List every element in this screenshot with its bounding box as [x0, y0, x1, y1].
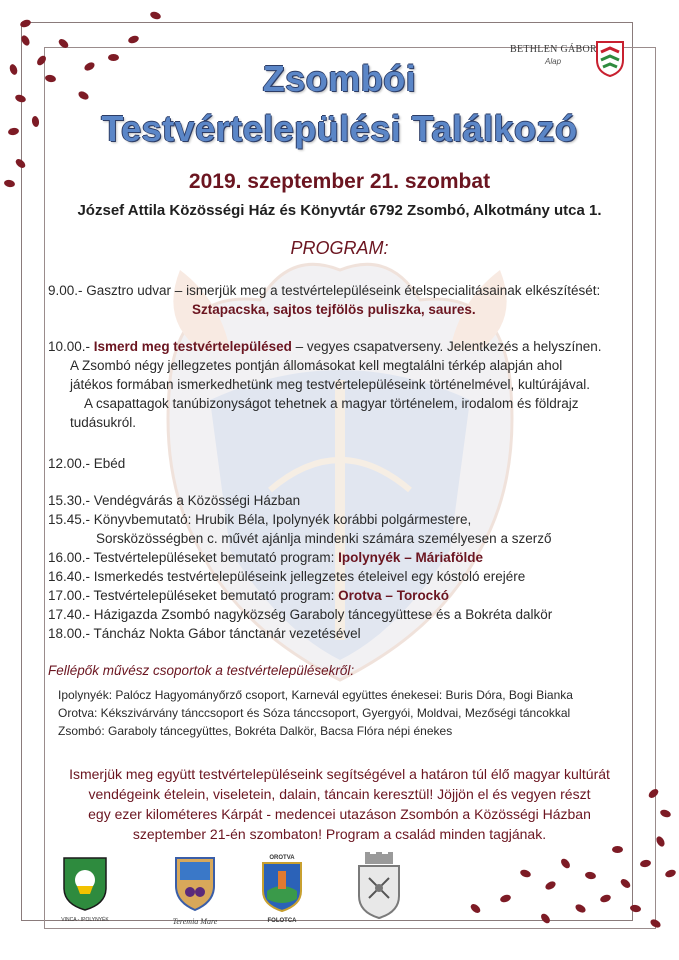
crest-teremia-label: Teremia Mare: [172, 917, 218, 926]
crest-zsombo: [355, 852, 403, 922]
crest-ipolynyek-label: VINCA - IPOLYNYÉK: [61, 917, 109, 923]
crest-ipolynyek: [60, 856, 110, 923]
closing-line3: egy ezer kilométeres Kárpát - medencei utazáson Zsombón a Közösségi Házban: [88, 806, 591, 822]
performers-orotva: Orotva: Kékszivárvány tánccsoport és Sóza tánccsoport, Gyergyói, Moldvai, Mezőségi táncokkal: [58, 706, 571, 720]
event-date: 2019. szeptember 21. szombat: [188, 170, 491, 193]
program-item-competition: 10.00.- Ismerd meg testvértelepülésed – vegyes csapatverseny. Jelentkezés a helyszínen.: [48, 339, 602, 354]
program-item-gasztro: 9.00.- Gasztro udvar – ismerjük meg a testvértelepüléseink ételspecialitásainak elkészítését:: [48, 283, 601, 298]
program-item-ipolynyek: 16.00.- Testvértelepüléseket bemutató program: Ipolynyék – Máriafölde: [48, 550, 483, 565]
teremia-crest-icon: [160, 856, 230, 912]
program-item-lunch: 12.00.- Ebéd: [48, 456, 126, 471]
crest-orotva: [257, 855, 307, 925]
logo-name: BETHLEN GÁBOR: [510, 44, 597, 55]
program-item-book: 15.45.- Könyvbemutató: Hrubik Béla, Ipolynyék korábbi polgármestere,: [48, 512, 472, 527]
page-title-line2: Testvértelepülési Találkozó: [101, 108, 578, 149]
program-heading: PROGRAM:: [290, 238, 389, 258]
crest-orotva-top-label: OROTVA: [269, 855, 295, 861]
program-item-dancehouse: 18.00.- Táncház Nokta Gábor tánctanár vezetésével: [48, 626, 361, 641]
program-item-book-line2: Sorsközösségben c. művét ajánlja mindenki számára személyesen a szerző: [96, 531, 552, 546]
program-item-competition-line5: tudásukról.: [70, 415, 137, 430]
page-title-line1: Zsombói: [262, 58, 417, 99]
program-item-tasting: 16.40.- Ismerkedés testvértelepüléseink jellegzetes ételeivel egy kóstoló erejére: [48, 569, 526, 584]
program-item-welcome: 15.30.- Vendégvárás a Közösségi Házban: [48, 493, 301, 508]
performers-ipolynyek: Ipolynyék: Palócz Hagyományőrző csoport, Karnevál együttes énekesei: Buris Dóra, Bogi Bianka: [58, 688, 573, 702]
crest-orotva-bottom-label: FOLOTCA: [267, 918, 297, 924]
program-item-competition-line2: A Zsombó négy jellegzetes pontján állomásokat kell megtalálni térkép alapján ahol: [70, 358, 563, 373]
event-venue: József Attila Közösségi Ház és Könyvtár 6792 Zsombó, Alkotmány utca 1.: [77, 202, 602, 219]
program-item-host: 17.40.- Házigazda Zsombó nagyközség Garaboly táncegyüttese és a Bokréta dalkör: [48, 607, 553, 622]
closing-line1: Ismerjük meg együtt testvértelepüléseink segítségével a határon túl élő magyar kultúrát: [69, 766, 610, 782]
ipolynyek-crest-icon: [60, 856, 110, 912]
program-item-gasztro-dishes: Sztapacska, sajtos tejfölös puliszka, saures.: [192, 302, 476, 317]
logo-subtitle: Alap: [545, 57, 562, 66]
program-item-orotva: 17.00.- Testvértelepüléseket bemutató program: Orotva – Torockó: [48, 588, 449, 603]
program-item-competition-line4: A csapattagok tanúbizonyságot tehetnek a magyar történelem, irodalom és földrajz: [84, 396, 579, 411]
performers-zsombo: Zsombó: Garaboly táncegyüttes, Bokréta Dalkör, Bacsa Flóra népi énekes: [58, 724, 453, 738]
performers-heading: Fellépők művész csoportok a testvértelepülésekről:: [48, 663, 355, 678]
zsombo-crest-icon: [355, 852, 403, 920]
crest-teremia: [160, 856, 230, 926]
closing-line4: szeptember 21-én szombaton! Program a család minden tagjának.: [132, 826, 547, 842]
closing-line2: vendégeink ételein, viseletein, dalain, táncain keresztül! Jöjjön el és vegyen részt: [88, 786, 591, 802]
orotva-crest-icon: [257, 861, 307, 913]
program-item-competition-line3: játékos formában ismerkedhetünk meg testvértelepüléseink történelmével, kultúrájával.: [70, 377, 591, 392]
